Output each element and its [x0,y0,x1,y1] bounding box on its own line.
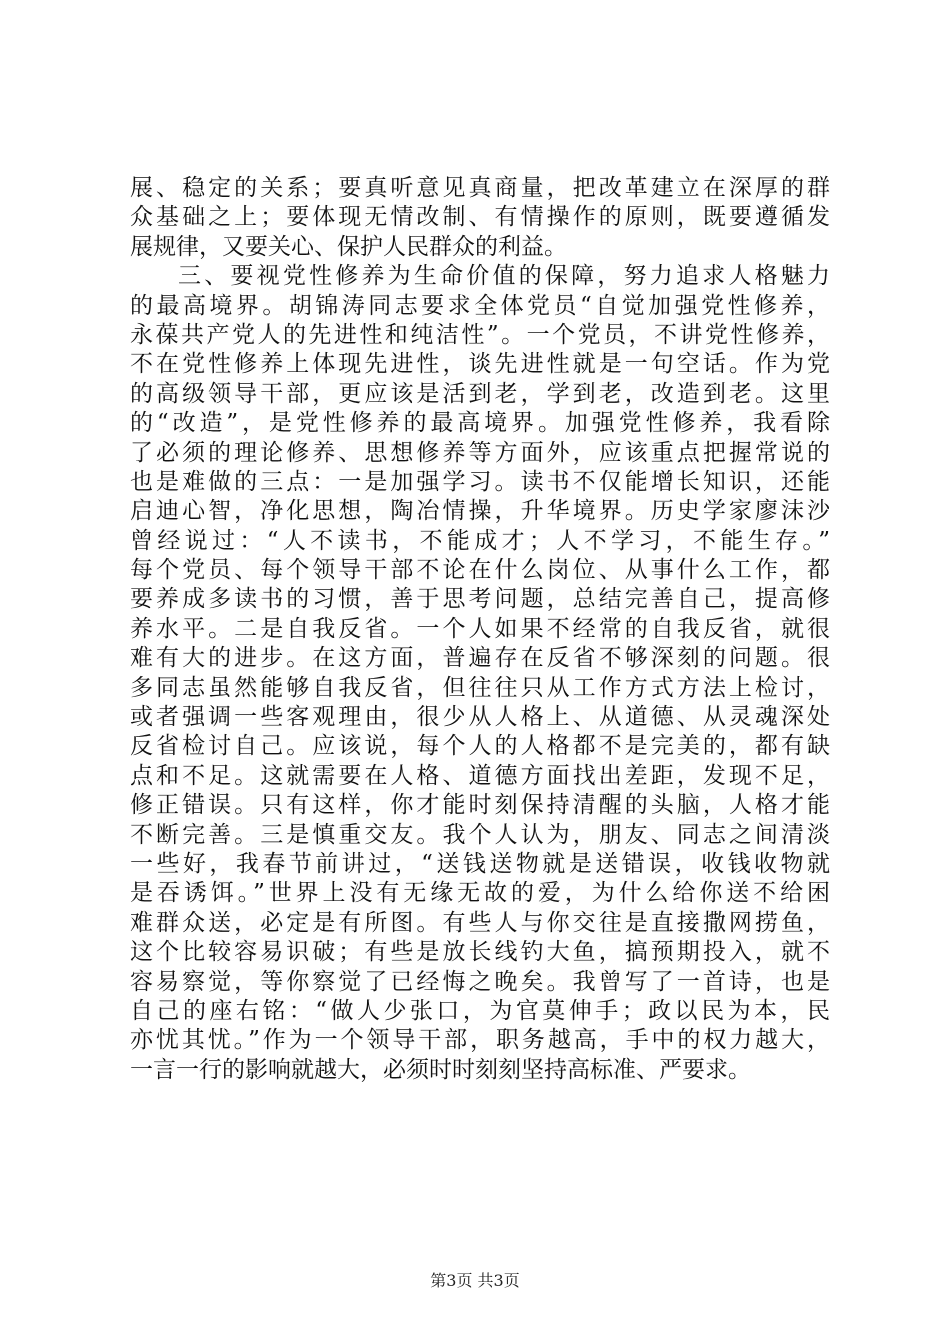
text-line: 的“改造”，是党性修养的最高境界。加强党性修养，我看除 [130,410,830,437]
text-line: 容易察觉，等你察觉了已经悔之晚矣。我曾写了一首诗，也是 [130,968,830,995]
text-line: 亦忧其忧。”作为一个领导干部，职务越高，手中的权力越大， [130,1027,830,1054]
text-line: 永葆共产党人的先进性和纯洁性”。一个党员，不讲党性修养， [130,321,830,348]
text-line: 难群众送，必定是有所图。有些人与你交往是直接撒网捞鱼， [130,909,830,936]
text-line: 一些好，我春节前讲过，“送钱送物就是送错误，收钱收物就 [130,850,830,877]
text-line: 这个比较容易识破；有些是放长线钓大鱼，搞预期投入，就不 [130,939,830,966]
text-line: 每个党员、每个领导干部不论在什么岗位、从事什么工作，都 [130,557,830,584]
text-line: 不在党性修养上体现先进性，谈先进性就是一句空话。作为党 [130,351,830,378]
text-line: 或者强调一些客观理由，很少从人格上、从道德、从灵魂深处 [130,704,830,731]
text-line: 自己的座右铭：“做人少张口，为官莫伸手；政以民为本，民 [130,997,830,1024]
text-line: 不断完善。三是慎重交友。我个人认为，朋友、同志之间清淡 [130,821,830,848]
text-line: 修正错误。只有这样，你才能时刻保持清醒的头脑，人格才能 [130,792,830,819]
text-line: 点和不足。这就需要在人格、道德方面找出差距，发现不足， [130,762,830,789]
text-line: 一言一行的影响就越大，必须时时刻刻坚持高标准、严要求。 [130,1056,751,1083]
body-text [130,174,830,1085]
text-line: 众基础之上；要体现无情改制、有情操作的原则，既要遵循发 [130,204,830,231]
text-line: 展规律，又要关心、保护人民群众的利益。 [130,233,567,260]
text-line: 启迪心智，净化思想，陶冶情操，升华境界。历史学家廖沫沙 [130,498,830,525]
text-line: 养水平。二是自我反省。一个人如果不经常的自我反省，就很 [130,615,830,642]
text-line: 要养成多读书的习惯，善于思考问题，总结完善自己，提高修 [130,586,830,613]
text-line: 是吞诱饵。”世界上没有无缘无故的爱，为什么给你送不给困 [130,880,830,907]
text-line: 反省检讨自己。应该说，每个人的人格都不是完美的，都有缺 [130,733,830,760]
text-line: 也是难做的三点：一是加强学习。读书不仅能增长知识，还能 [130,468,830,495]
page-footer [0,1271,950,1291]
page-number-label: 第3页 共3页 [430,1271,520,1290]
text-line: 的高级领导干部，更应该是活到老，学到老，改造到老。这里 [130,380,830,407]
paragraph-start-line: 三、要视党性修养为生命价值的保障，努力追求人格魅力 [178,263,830,290]
text-line: 展、稳定的关系；要真听意见真商量，把改革建立在深厚的群 [130,175,830,201]
text-line: 了必须的理论修养、思想修养等方面外，应该重点把握常说的 [130,439,830,466]
text-line: 难有大的进步。在这方面，普遍存在反省不够深刻的问题。很 [130,645,830,672]
text-line: 的最高境界。胡锦涛同志要求全体党员“自觉加强党性修养， [130,292,830,319]
text-line: 多同志虽然能够自我反省，但往往只从工作方式方法上检讨， [130,674,830,701]
text-line: 曾经说过：“人不读书，不能成才；人不学习，不能生存。” [130,527,830,554]
